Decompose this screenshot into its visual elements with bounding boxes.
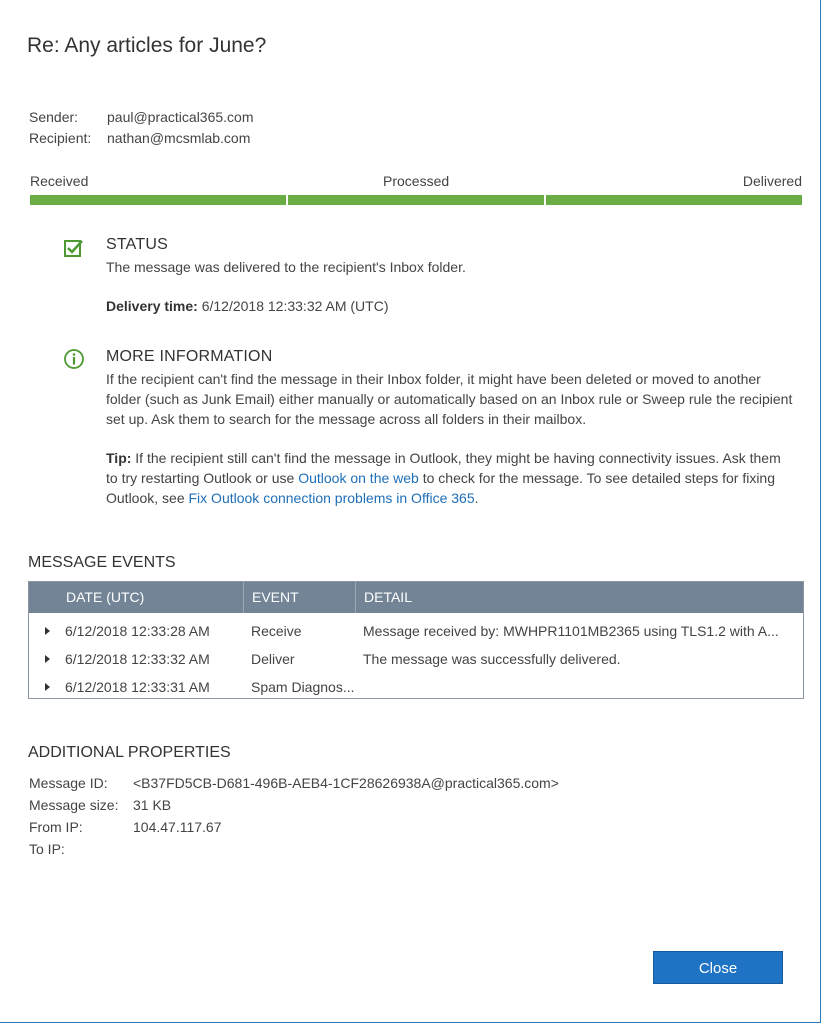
to-ip-row bbox=[29, 841, 133, 857]
event-detail: The message was successfully delivered. bbox=[363, 651, 621, 667]
progress-label-received: Received bbox=[30, 173, 89, 189]
message-events-heading: MESSAGE EVENTS bbox=[28, 554, 176, 571]
event-type: Receive bbox=[251, 623, 302, 639]
delivery-time bbox=[106, 296, 796, 316]
progress-segment-received bbox=[30, 195, 286, 205]
recipient-value: nathan@mcsmlab.com bbox=[107, 130, 251, 146]
status-heading: STATUS bbox=[106, 236, 168, 253]
to-ip-label: To IP: bbox=[29, 841, 65, 857]
status-message: The message was delivered to the recipient's Inbox folder. bbox=[106, 259, 466, 275]
sender-row bbox=[29, 109, 254, 125]
message-size-label: Message size: bbox=[29, 797, 119, 813]
tip-text-2: to check for the message. To see detailed steps for fixing Outlook, see bbox=[106, 470, 776, 506]
table-row[interactable] bbox=[29, 617, 803, 645]
table-row[interactable] bbox=[29, 645, 803, 673]
recipient-row bbox=[29, 130, 250, 146]
close-button[interactable]: Close bbox=[653, 951, 783, 984]
delivery-time-label: Delivery time: bbox=[106, 298, 198, 314]
column-header-date[interactable]: DATE (UTC) bbox=[29, 582, 244, 613]
message-events-table bbox=[28, 581, 804, 699]
progress-labels bbox=[30, 173, 802, 191]
from-ip-value: 104.47.117.67 bbox=[133, 819, 222, 835]
event-type: Spam Diagnos... bbox=[251, 679, 355, 695]
info-circle-icon bbox=[63, 348, 85, 370]
message-id-value: <B37FD5CB-D681-496B-AEB4-1CF28626938A@practical365.com> bbox=[133, 775, 559, 791]
tip-text-3: . bbox=[474, 490, 479, 506]
fix-outlook-link[interactable]: Fix Outlook connection problems in Office 365 bbox=[188, 490, 475, 506]
column-header-event[interactable]: EVENT bbox=[244, 582, 356, 613]
table-header bbox=[29, 582, 803, 613]
progress-label-delivered: Delivered bbox=[742, 173, 802, 189]
tip-label: Tip: bbox=[106, 450, 132, 466]
progress-label-processed: Processed bbox=[383, 173, 450, 189]
event-type: Deliver bbox=[251, 651, 295, 667]
tip-paragraph bbox=[106, 448, 796, 508]
message-size-row bbox=[29, 797, 171, 813]
sender-label: Sender: bbox=[29, 109, 79, 125]
message-size-value: 31 KB bbox=[133, 797, 172, 813]
progress-segment-processed bbox=[288, 195, 544, 205]
expand-caret-icon[interactable] bbox=[45, 627, 50, 635]
event-detail: Message received by: MWHPR1101MB2365 using TLS1.2 with A... bbox=[363, 623, 779, 639]
from-ip-label: From IP: bbox=[29, 819, 83, 835]
expand-caret-icon[interactable] bbox=[45, 683, 50, 691]
event-date: 6/12/2018 12:33:31 AM bbox=[65, 679, 210, 695]
event-date: 6/12/2018 12:33:32 AM bbox=[65, 651, 210, 667]
column-header-detail[interactable]: DETAIL bbox=[364, 589, 412, 605]
additional-properties-heading: ADDITIONAL PROPERTIES bbox=[28, 744, 231, 761]
outlook-on-the-web-link[interactable]: Outlook on the web bbox=[298, 470, 419, 486]
more-info-body: If the recipient can't find the message in their Inbox folder, it might have been deleted or moved to another folder (such as Junk Email) either manually or automatically based on an Inbox rule or Sweep rule the recipient set up. Ask them to search for the message across all folders in their mailbox. bbox=[106, 371, 793, 427]
tip-text-1: If the recipient still can't find the message in Outlook, they might be having connectivity issues. Ask them to try restarting Outlook or use bbox=[106, 450, 781, 486]
message-id-row bbox=[29, 775, 559, 791]
expand-caret-icon[interactable] bbox=[45, 655, 50, 663]
table-row[interactable] bbox=[29, 673, 803, 701]
more-info-heading: MORE INFORMATION bbox=[106, 348, 273, 365]
progress-segment-delivered bbox=[546, 195, 802, 205]
page-title: Re: Any articles for June? bbox=[27, 34, 267, 57]
event-detail bbox=[363, 673, 799, 701]
delivery-time-value: 6/12/2018 12:33:32 AM (UTC) bbox=[201, 298, 389, 314]
event-date: 6/12/2018 12:33:28 AM bbox=[65, 623, 210, 639]
sender-value: paul@practical365.com bbox=[107, 109, 254, 125]
message-id-label: Message ID: bbox=[29, 775, 108, 791]
recipient-label: Recipient: bbox=[29, 130, 92, 146]
from-ip-row bbox=[29, 819, 222, 835]
checkbox-check-icon bbox=[63, 237, 85, 259]
